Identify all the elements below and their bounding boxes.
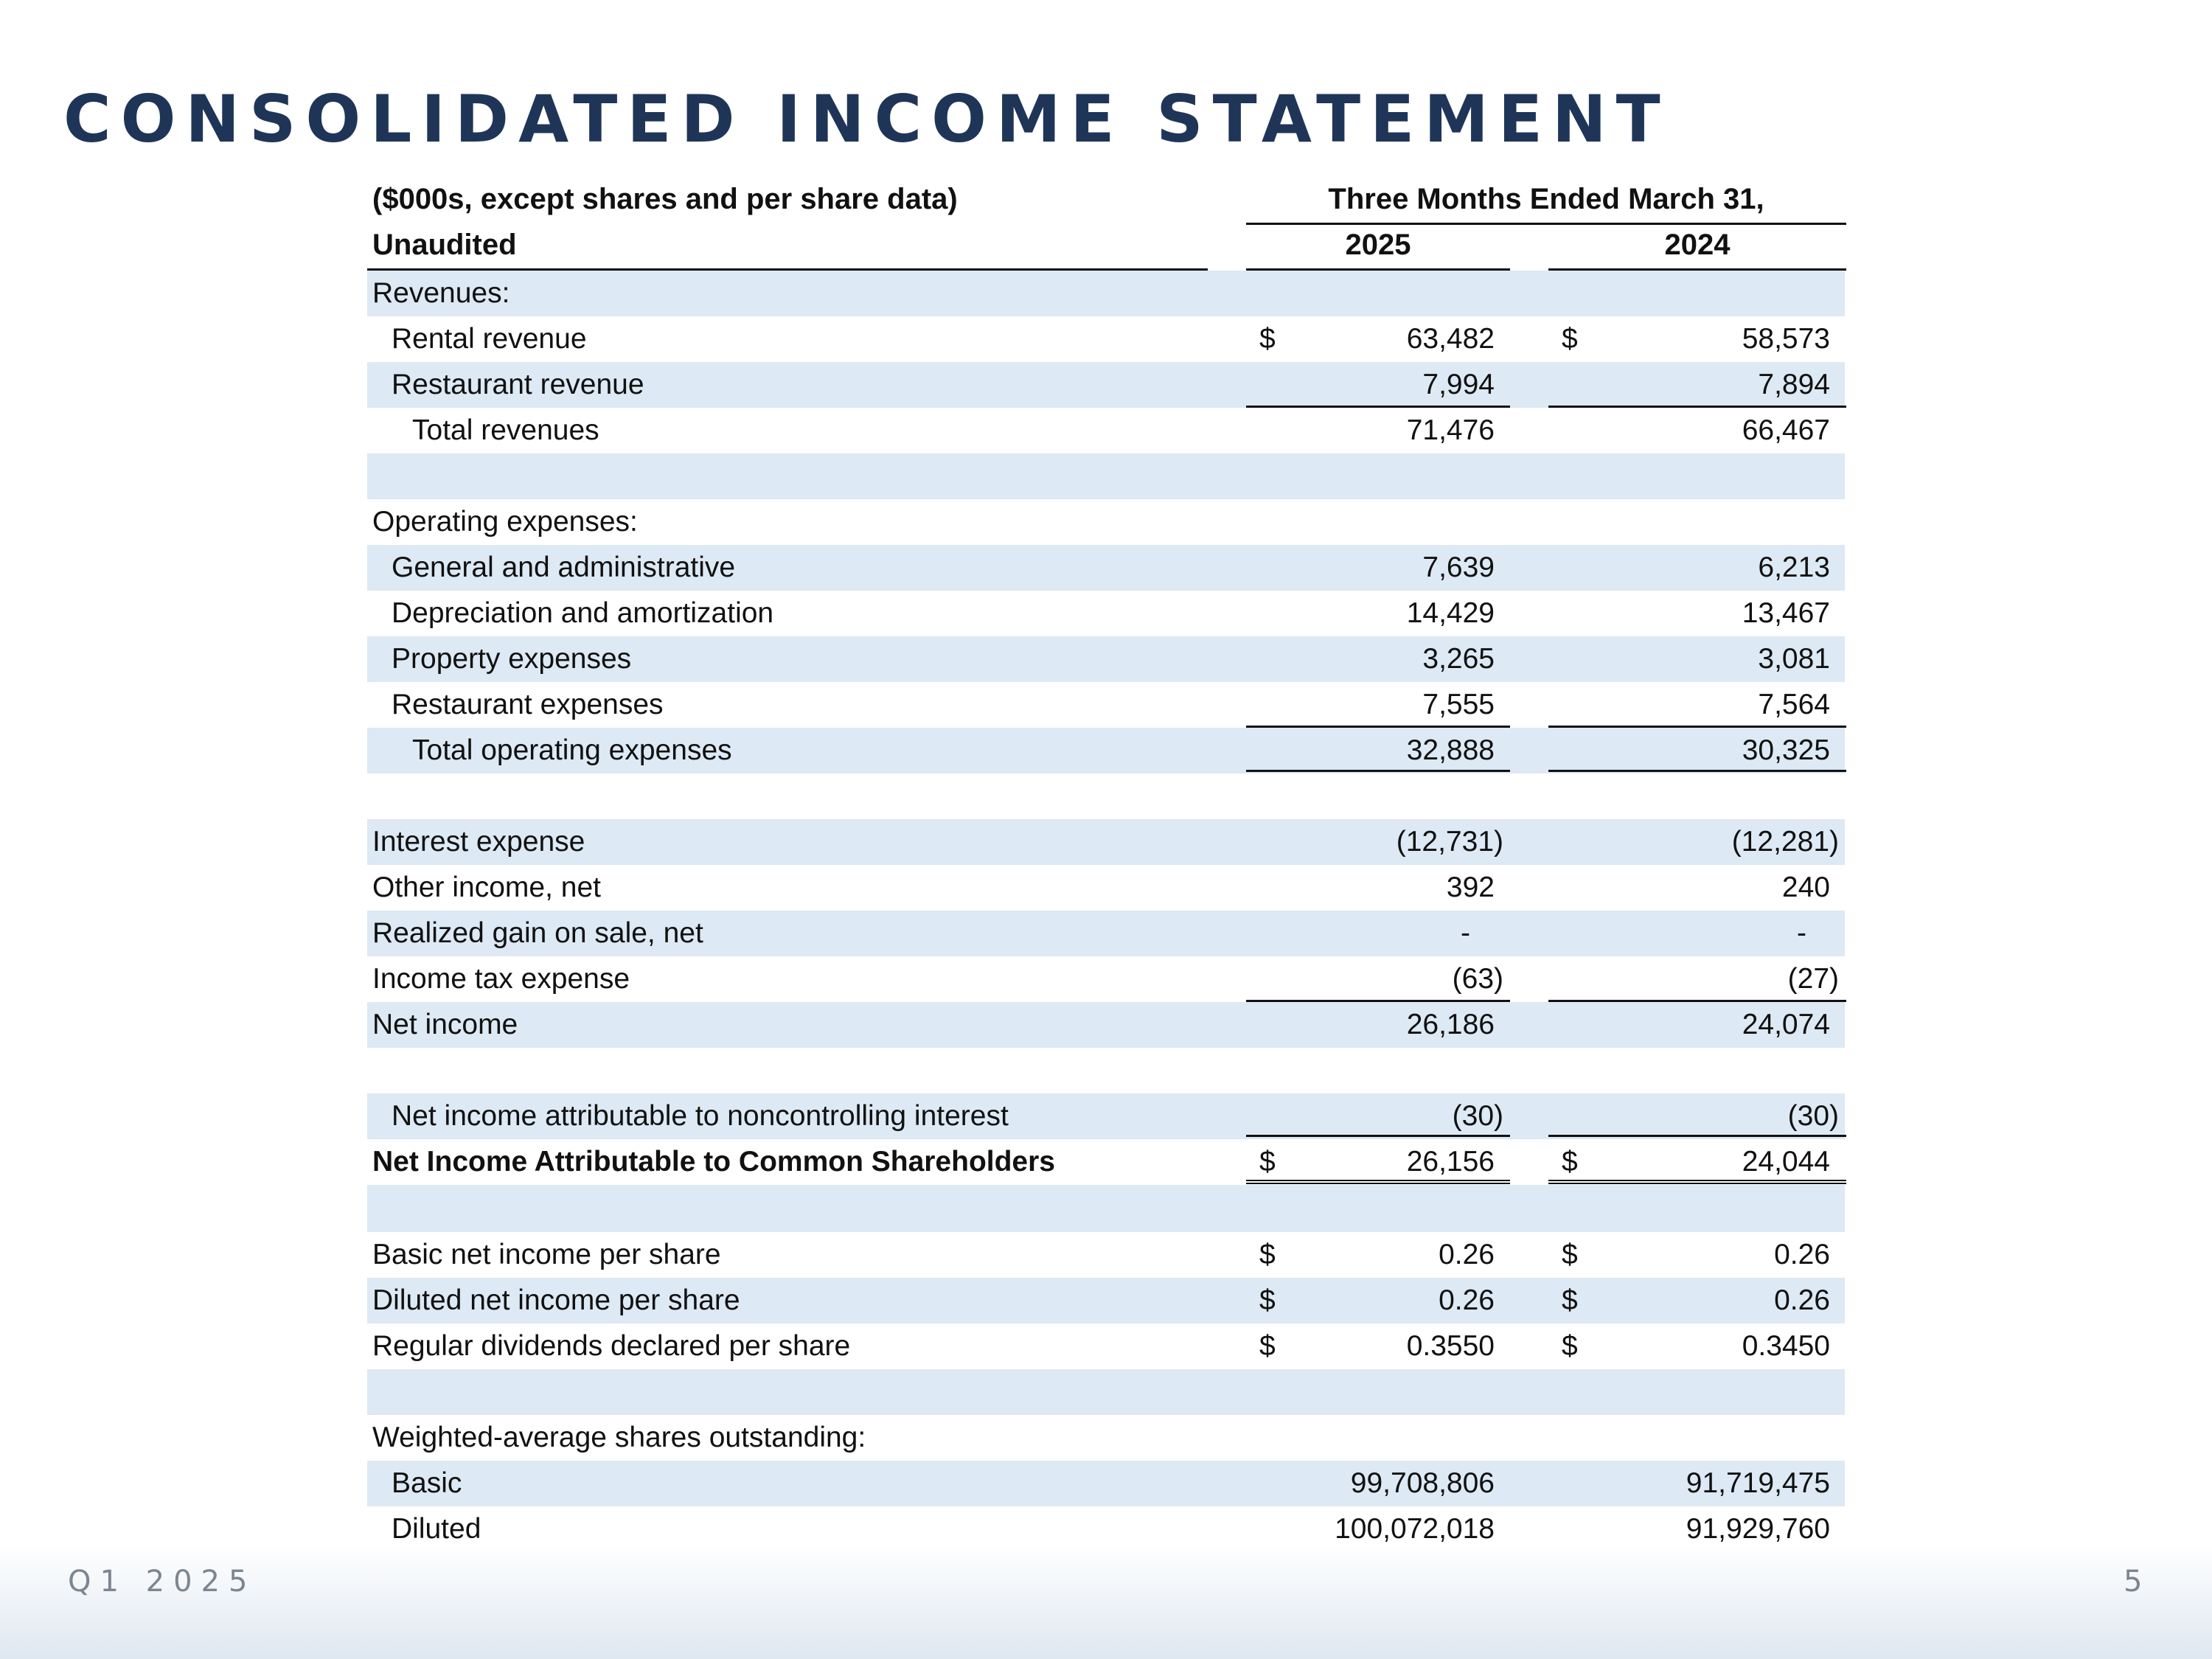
currency-symbol: $ (1562, 323, 1578, 355)
table-row (367, 1369, 1845, 1415)
row-label: Net Income Attributable to Common Shareholders (372, 1146, 1055, 1178)
value-2024: 7,564 (1758, 689, 1830, 720)
row-label: Interest expense (372, 826, 585, 858)
table-row (367, 682, 1845, 728)
value-2024: 0.26 (1774, 1239, 1830, 1270)
value-2025: (12,731) (1396, 826, 1503, 858)
value-2024: 0.26 (1774, 1284, 1830, 1316)
row-label: Property expenses (392, 643, 632, 675)
row-label: General and administrative (392, 552, 736, 583)
table-row (367, 271, 1845, 316)
value-2024: 0.3450 (1742, 1330, 1830, 1362)
currency-symbol: $ (1562, 1239, 1578, 1270)
row-label: Basic net income per share (372, 1239, 721, 1270)
subtotal-rule (1548, 726, 1846, 728)
value-2025: - (1461, 917, 1470, 949)
row-label: Restaurant revenue (392, 369, 644, 400)
value-2025: 3,265 (1422, 643, 1495, 675)
currency-symbol: $ (1259, 1146, 1276, 1178)
footer-period: Q1 2025 (68, 1565, 257, 1599)
row-label: Realized gain on sale, net (372, 917, 703, 949)
column-header-2024: 2024 (1664, 229, 1731, 261)
row-label: Rental revenue (392, 323, 587, 355)
row-label: Restaurant expenses (392, 689, 664, 720)
row-label: Net income (372, 1009, 518, 1040)
table-row (367, 1278, 1845, 1324)
value-2025: 14,429 (1406, 597, 1495, 629)
row-label: Basic (392, 1467, 462, 1499)
table-row (367, 865, 1845, 911)
table-unaudited-header: Unaudited (372, 229, 517, 261)
value-2024: 7,894 (1758, 369, 1830, 400)
table-row (367, 545, 1845, 591)
row-label: Depreciation and amortization (392, 597, 774, 629)
value-2024: 30,325 (1742, 734, 1830, 766)
table-row (367, 956, 1845, 1002)
page-number: 5 (2124, 1565, 2143, 1599)
value-2024: 6,213 (1758, 552, 1830, 583)
subtotal-rule (1246, 1135, 1510, 1137)
value-2024: (12,281) (1731, 826, 1839, 858)
table-row (367, 362, 1845, 408)
table-row (367, 1002, 1845, 1048)
row-label: Operating expenses: (372, 506, 638, 538)
table-row (367, 499, 1845, 545)
subtotal-rule (1246, 726, 1510, 728)
value-2025: 63,482 (1406, 323, 1495, 355)
value-2025: 0.26 (1439, 1284, 1495, 1316)
value-2025: 7,639 (1422, 552, 1495, 583)
value-2025: 99,708,806 (1350, 1467, 1495, 1499)
table-row (367, 1185, 1845, 1232)
row-label: Other income, net (372, 872, 601, 903)
table-row (367, 911, 1845, 956)
table-row (367, 728, 1845, 773)
period-header-rule (1246, 223, 1846, 225)
currency-symbol: $ (1562, 1330, 1578, 1362)
value-2025: 0.3550 (1406, 1330, 1495, 1362)
table-row (367, 773, 1845, 819)
value-2025: 7,555 (1422, 689, 1495, 720)
value-2024: 24,044 (1742, 1146, 1830, 1178)
table-row (367, 636, 1845, 682)
row-label: Net income attributable to noncontrolling interest (392, 1100, 1009, 1132)
double-total-rule (1246, 1180, 1510, 1184)
currency-symbol: $ (1562, 1146, 1578, 1178)
table-row (367, 591, 1845, 636)
value-2024: 91,929,760 (1686, 1513, 1830, 1545)
row-label: Revenues: (372, 277, 510, 309)
table-row (367, 1461, 1845, 1506)
double-total-rule (1548, 1180, 1846, 1184)
subtotal-rule (1548, 1000, 1846, 1002)
value-2025: 71,476 (1406, 414, 1495, 446)
value-2024: 13,467 (1742, 597, 1830, 629)
subtotal-rule (1548, 406, 1846, 408)
row-label: Total operating expenses (412, 734, 732, 766)
table-row (367, 316, 1845, 362)
currency-symbol: $ (1259, 1239, 1276, 1270)
table-row (367, 408, 1845, 453)
value-2024: 66,467 (1742, 414, 1830, 446)
value-2024: (27) (1787, 963, 1839, 995)
value-2025: 32,888 (1406, 734, 1495, 766)
subtotal-rule (1246, 406, 1510, 408)
value-2024: 240 (1781, 872, 1830, 903)
value-2024: 3,081 (1758, 643, 1830, 675)
table-row (367, 1232, 1845, 1278)
row-label: Regular dividends declared per share (372, 1330, 851, 1362)
value-2024: (30) (1787, 1100, 1839, 1132)
period-header: Three Months Ended March 31, (1328, 183, 1764, 215)
subtotal-rule (1548, 1135, 1846, 1137)
value-2024: 91,719,475 (1686, 1467, 1830, 1499)
table-row (367, 1093, 1845, 1139)
table-row (367, 453, 1845, 499)
currency-symbol: $ (1259, 1330, 1276, 1362)
table-row (367, 1139, 1845, 1185)
row-label: Total revenues (412, 414, 599, 446)
row-label: Diluted (392, 1513, 481, 1545)
table-row (367, 1324, 1845, 1369)
value-2025: 0.26 (1439, 1239, 1495, 1270)
value-2025: (30) (1452, 1100, 1503, 1132)
total-rule (1548, 770, 1846, 772)
value-2025: 7,994 (1422, 369, 1495, 400)
currency-symbol: $ (1562, 1284, 1578, 1316)
table-units-header: ($000s, except shares and per share data) (372, 183, 958, 215)
value-2025: (63) (1452, 963, 1503, 995)
value-2025: 26,186 (1406, 1009, 1495, 1040)
page-title: CONSOLIDATED INCOME STATEMENT (63, 81, 1670, 157)
currency-symbol: $ (1259, 1284, 1276, 1316)
value-2025: 26,156 (1406, 1146, 1495, 1178)
value-2024: - (1797, 917, 1806, 949)
total-rule (1246, 770, 1510, 772)
value-2025: 392 (1446, 872, 1495, 903)
table-row (367, 1415, 1845, 1461)
table-row (367, 819, 1845, 865)
footer-band (0, 1545, 2212, 1659)
value-2024: 24,074 (1742, 1009, 1830, 1040)
subtotal-rule (1246, 1000, 1510, 1002)
table-row (367, 1048, 1845, 1093)
table-row (367, 1506, 1845, 1552)
row-label: Income tax expense (372, 963, 630, 995)
row-label: Diluted net income per share (372, 1284, 740, 1316)
value-2024: 58,573 (1742, 323, 1830, 355)
value-2025: 100,072,018 (1335, 1513, 1495, 1545)
currency-symbol: $ (1259, 323, 1276, 355)
column-header-2025: 2025 (1345, 229, 1411, 261)
row-label: Weighted-average shares outstanding: (372, 1422, 866, 1453)
